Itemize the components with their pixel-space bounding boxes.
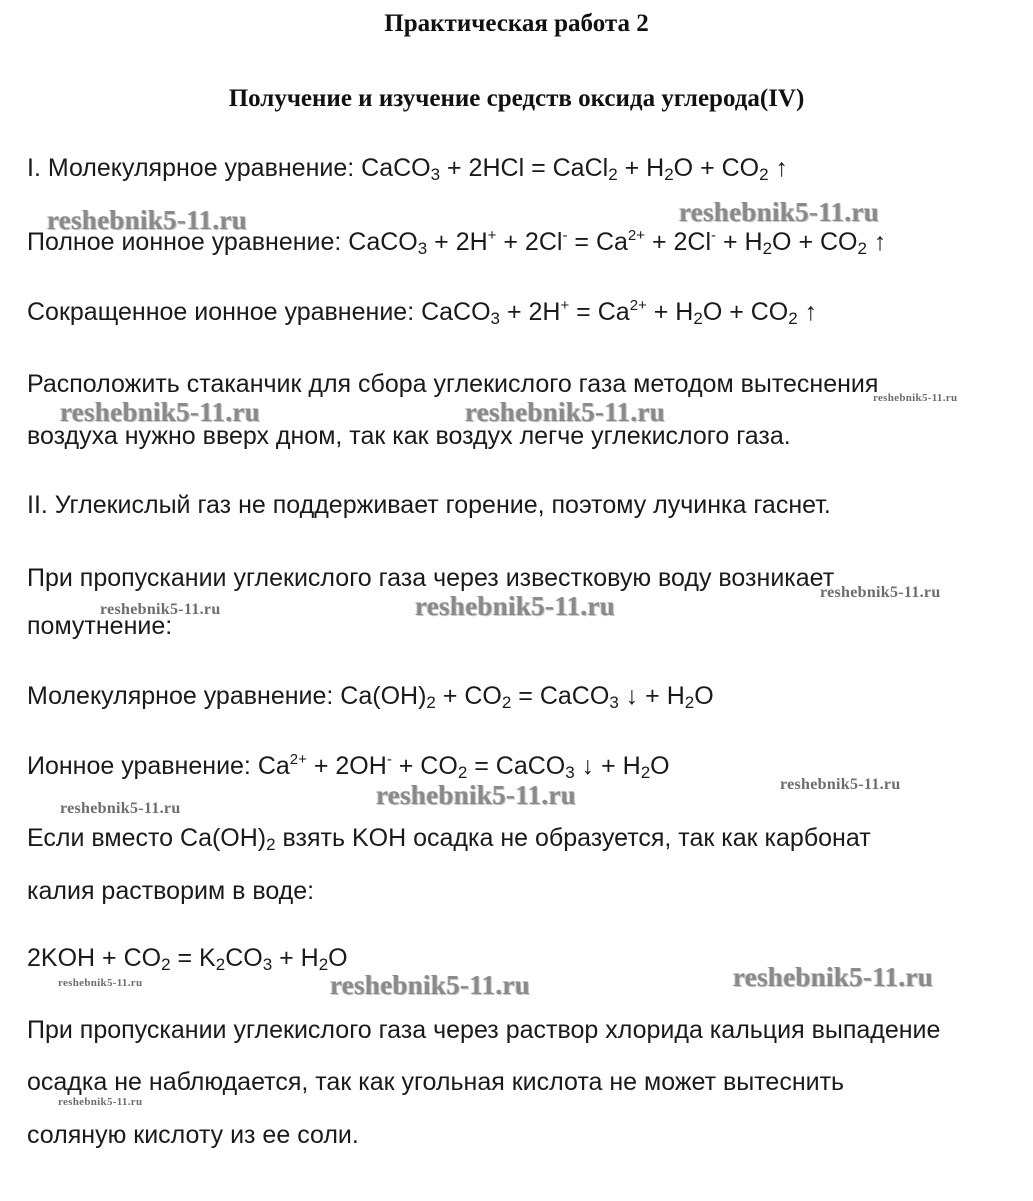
watermark: reshebnik5-11.ru (58, 1096, 143, 1108)
watermark: reshebnik5-11.ru (47, 205, 248, 235)
koh-equation: $2KOH + CO_2 = K_2CO_3 + H_2O$ (27, 944, 348, 974)
short-ionic-equation: Сокращенное ионное уравнение: CaCO$_3$ + $2H^+ = Ca^{2+} + H_2O + CO_2$ ↑ (27, 297, 818, 328)
lime-water-line2: помутнение: (27, 612, 173, 640)
watermark: reshebnik5-11.ru (780, 776, 901, 793)
molecular-equation-2-label: Молекулярное уравнение: (27, 682, 334, 710)
watermark: reshebnik5-11.ru (58, 977, 143, 989)
calcium-chloride-line3: соляную кислоту из ее соли. (27, 1121, 359, 1149)
molecular-equation-label: I. Молекулярное уравнение: (27, 154, 355, 182)
page-title: Практическая работа 2 (384, 10, 649, 37)
watermark: reshebnik5-11.ru (820, 584, 941, 601)
watermark: reshebnik5-11.ru (873, 392, 958, 404)
koh-note-prefix: Если вместо (27, 824, 174, 852)
koh-note-suffix: взять KOH осадка не образуется, так как карбонат (282, 824, 871, 852)
short-ionic-label: Сокращенное ионное уравнение: (27, 298, 415, 326)
watermark: reshebnik5-11.ru (60, 800, 181, 817)
lime-water-line1: При пропускании углекислого газа через известковую воду возникает (27, 564, 835, 592)
calcium-chloride-line2: осадка не наблюдается, так как угольная кислота не может вытеснить (27, 1068, 845, 1096)
watermark: reshebnik5-11.ru (330, 970, 531, 1000)
molecular-equation-2: Молекулярное уравнение: $Ca(OH)_2 + CO_2$ = CaCO$_3$ ↓ + $H_2O$ (27, 682, 714, 712)
koh-note-line1: Если вместо $Ca(OH)_2$ взять KOH осадка не образуется, так как карбонат (27, 824, 871, 854)
page-subtitle: Получение и изучение средств оксида углерода(IV) (228, 85, 805, 112)
watermark: reshebnik5-11.ru (733, 962, 934, 992)
watermark: reshebnik5-11.ru (100, 601, 221, 618)
combustion-note: II. Углекислый газ не поддерживает горение, поэтому лучинка гаснет. (27, 491, 831, 519)
molecular-equation-1: I. Молекулярное уравнение: CaCO$_3$ + 2HCl = CaCl$_2$ + $H_2O + CO_2$ ↑ (27, 154, 789, 184)
watermark: reshebnik5-11.ru (376, 780, 577, 810)
collection-note-line2: воздуха нужно вверх дном, так как воздух легче углекислого газа. (27, 422, 791, 450)
koh-note-line2: калия растворим в воде: (27, 877, 315, 905)
collection-note-line1: Расположить стаканчик для сбора углекислого газа методом вытеснения (27, 370, 879, 398)
ionic-equation-2: Ионное уравнение: $Ca^{2+} + 2OH^- + CO_2$ = CaCO$_3$ ↓ + $H_2O$ (27, 751, 670, 782)
watermark: reshebnik5-11.ru (60, 397, 261, 427)
watermark: reshebnik5-11.ru (415, 591, 616, 621)
full-ionic-label: Полное ионное уравнение: (27, 228, 342, 256)
watermark: reshebnik5-11.ru (679, 197, 880, 227)
ionic-equation-2-label: Ионное уравнение: (27, 752, 251, 780)
calcium-chloride-line1: При пропускании углекислого газа через раствор хлорида кальция выпадение (27, 1016, 941, 1044)
watermark: reshebnik5-11.ru (465, 397, 666, 427)
full-ionic-equation: Полное ионное уравнение: CaCO$_3$ + $2H^+ + 2Cl^- = Ca^{2+} + 2Cl^- + H_2O + CO_2$ ↑ (27, 227, 887, 258)
